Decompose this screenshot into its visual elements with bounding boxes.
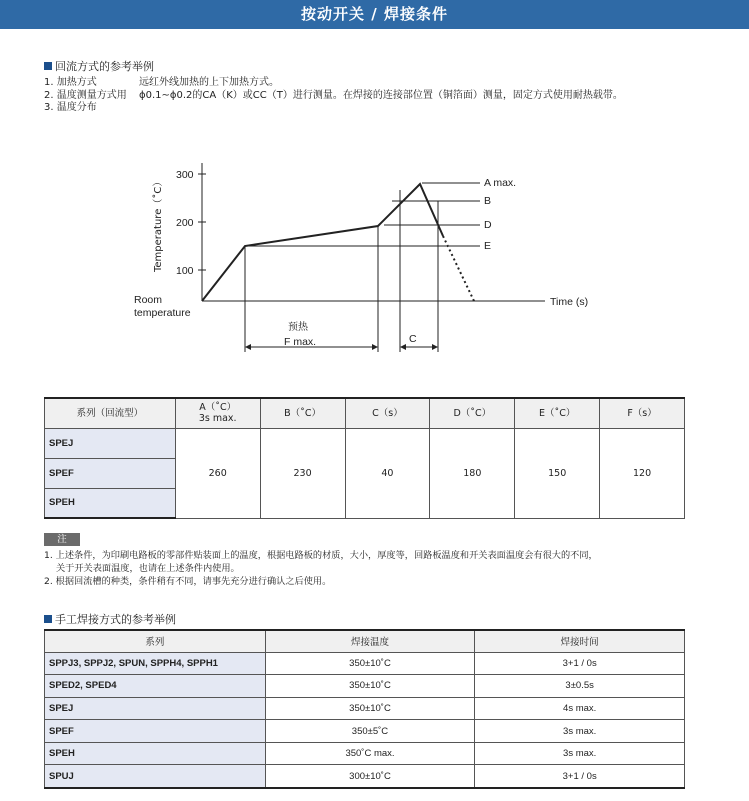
manual-title-text: 手工焊接方式的参考举例: [55, 613, 176, 626]
y-tick-label: 100: [176, 265, 194, 277]
note-line: 关于开关表面温度，也请在上述条件内使用。: [56, 563, 240, 574]
room-label: temperature: [134, 307, 191, 319]
series-cell: SPEJ: [45, 428, 176, 458]
list-item-label: 2. 温度测量方式用: [44, 89, 127, 101]
series-cell: SPEH: [45, 488, 176, 518]
list-item-text: 远红外线加热的上下加热方式。: [139, 77, 279, 88]
time-cell: 4s max.: [475, 697, 685, 720]
label-e: E: [484, 240, 492, 252]
y-axis-label: Temperature（˚C）: [153, 176, 164, 272]
time-cell: 3+1 / 0s: [475, 652, 685, 675]
page-title-banner: 按动开关 / 焊接条件: [0, 0, 749, 29]
temperature-curve: [202, 184, 443, 301]
room-label: Room: [134, 294, 163, 306]
list-item-label: 1. 加热方式: [44, 77, 97, 88]
value-cell: 150: [515, 428, 600, 518]
label-a-max: A max.: [484, 177, 517, 189]
value-cell: 180: [430, 428, 515, 518]
list-item: [44, 102, 623, 115]
y-tick-label: 300: [176, 169, 194, 181]
column-header: 焊接温度: [265, 630, 475, 652]
x-axis-label: Time (s): [550, 296, 589, 308]
y-tick-label: 200: [176, 217, 194, 229]
time-cell: 3±0.5s: [475, 675, 685, 698]
preheat-fmax-label: F max.: [284, 336, 317, 348]
table-header-row: [45, 630, 685, 652]
table-row: [45, 675, 685, 698]
label-c: C: [409, 333, 417, 345]
column-header: 焊接时间: [475, 630, 685, 652]
list-item: [44, 90, 623, 103]
reflow-title-text: 回流方式的参考举例: [55, 60, 154, 73]
table-row: [45, 428, 685, 458]
temp-cell: 350±10˚C: [265, 675, 475, 698]
note-line: 2. 根据回流槽的种类，条件稍有不同，请事先充分进行确认之后使用。: [44, 576, 332, 587]
column-header-a: A（˚C） 3s max.: [175, 398, 260, 428]
column-header: D（˚C）: [430, 398, 515, 428]
table-row: [45, 742, 685, 765]
time-cell: 3s max.: [475, 742, 685, 765]
list-item-text: ϕ0.1∼ϕ0.2的CA（K）或CC（T）进行测量。在焊接的连接部位置（铜箔面）测量，固定方式使用耐热载带。: [139, 89, 623, 101]
table-header-row: [45, 398, 685, 428]
value-cell: 260: [175, 428, 260, 518]
note-badge: 注: [44, 533, 80, 546]
column-header: 系列: [45, 630, 266, 652]
series-cell: SPUJ: [45, 765, 266, 788]
time-cell: 3+1 / 0s: [475, 765, 685, 788]
label-d: D: [484, 219, 492, 231]
column-header: E（˚C）: [515, 398, 600, 428]
column-header: F（s）: [600, 398, 685, 428]
manual-soldering-table: [44, 629, 685, 789]
notes-block: [44, 549, 598, 588]
series-cell: SPED2, SPED4: [45, 675, 266, 698]
list-item: [44, 77, 623, 90]
series-cell: SPEH: [45, 742, 266, 765]
table-row: [45, 697, 685, 720]
column-header: C（s）: [345, 398, 430, 428]
value-cell: 40: [345, 428, 430, 518]
temp-cell: 350±10˚C: [265, 652, 475, 675]
reflow-section-title: [44, 58, 154, 74]
temp-cell: 300±10˚C: [265, 765, 475, 788]
temp-cell: 350±10˚C: [265, 697, 475, 720]
square-bullet-icon: [44, 62, 52, 70]
series-cell: SPEJ: [45, 697, 266, 720]
temp-cell: 350˚C max.: [265, 742, 475, 765]
table-row: [45, 720, 685, 743]
preheat-label: 预热: [288, 322, 308, 333]
value-cell: 120: [600, 428, 685, 518]
label-b: B: [484, 195, 492, 207]
table-row: [45, 765, 685, 788]
series-cell: SPEF: [45, 458, 176, 488]
manual-section-title: [44, 611, 176, 627]
list-item-label: 3. 温度分布: [44, 102, 97, 113]
column-header: 系列（回流型）: [45, 398, 176, 428]
temp-cell: 350±5˚C: [265, 720, 475, 743]
table-row: [45, 652, 685, 675]
value-cell: 230: [260, 428, 345, 518]
series-cell: SPPJ3, SPPJ2, SPUN, SPPH4, SPPH1: [45, 652, 266, 675]
reflow-conditions-table: [44, 397, 685, 519]
reflow-conditions-list: [44, 77, 623, 115]
temperature-profile-diagram: [0, 150, 749, 360]
series-cell: SPEF: [45, 720, 266, 743]
square-bullet-icon: [44, 615, 52, 623]
column-header: B（˚C）: [260, 398, 345, 428]
time-cell: 3s max.: [475, 720, 685, 743]
note-line: 1. 上述条件，为印刷电路板的零部件贴装面上的温度，根据电路板的材质，大小，厚度等，回路板温度和开关表面温度会有很大的不同，: [44, 550, 598, 561]
